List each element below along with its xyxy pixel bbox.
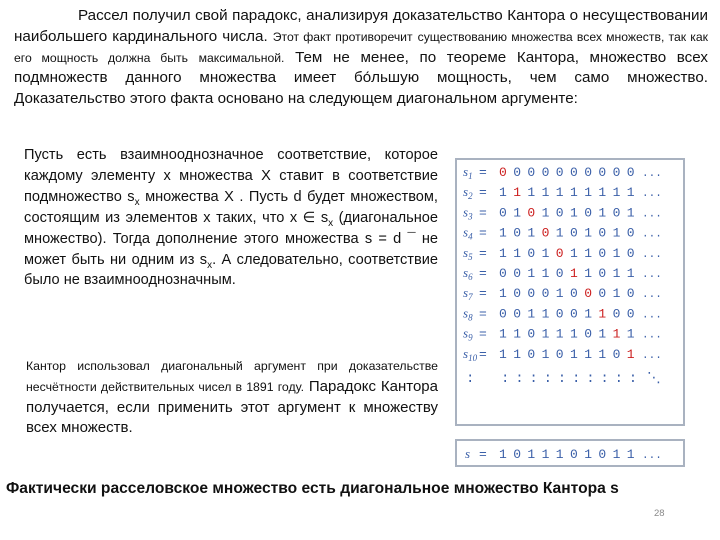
matrix-bit: 1	[541, 346, 550, 362]
row-equals: =	[479, 185, 487, 201]
column-dots: :	[515, 371, 524, 387]
row-label: $s_3$	[463, 204, 473, 222]
matrix-bit: 1	[612, 225, 621, 241]
matrix-bit: 1	[584, 245, 593, 261]
matrix-bit: 1	[570, 326, 578, 342]
matrix-bit: 1	[570, 346, 578, 362]
matrix-bit: 1	[527, 225, 536, 241]
matrix-bit: 0	[555, 205, 564, 221]
matrix-bit: 1	[570, 185, 578, 201]
diagonal-bit: 1	[612, 326, 621, 342]
row-label-index: 3	[468, 211, 473, 222]
row-label: $s_8$	[463, 305, 473, 323]
row-ellipsis: ...	[642, 329, 662, 342]
matrix-bit: 0	[598, 165, 607, 180]
matrix-bit: 0	[555, 266, 564, 281]
row-label: $s_9$	[463, 325, 473, 343]
matrix-bit: 0	[598, 266, 607, 281]
matrix-bit: 1	[541, 266, 550, 281]
matrix-bit: 0	[499, 266, 507, 281]
diagonal-set-bit: 1	[499, 447, 507, 462]
matrix-bit: 1	[598, 326, 607, 342]
diagonal-matrix	[457, 160, 683, 424]
diagonal-label: s	[465, 446, 471, 461]
matrix-bit: 1	[513, 326, 522, 342]
diagonal-ellipsis: ...	[642, 450, 662, 462]
proof-part-1: Пусть есть взаимнооднозначное соответствие, которое каждому элементу x множества X ставит в соответствие подмножество s	[24, 147, 438, 205]
matrix-bit: 1	[513, 346, 522, 362]
diagonal-set-bit: 1	[555, 447, 564, 462]
matrix-bit: 0	[626, 286, 635, 302]
column-dots: :	[586, 371, 595, 387]
intro-line-4a: максимальной.	[198, 50, 285, 65]
row-equals: =	[479, 326, 487, 342]
matrix-bit: 1	[598, 205, 607, 221]
row-label: $s_1$	[463, 164, 473, 181]
matrix-bit: 0	[612, 306, 621, 322]
matrix-bit: 0	[555, 306, 564, 322]
diagonal-dots: ⋱	[647, 370, 661, 386]
matrix-bit: 0	[612, 165, 621, 180]
matrix-bit: 0	[499, 205, 507, 221]
cantor-paragraph	[26, 356, 438, 439]
column-dots: :	[600, 371, 609, 387]
proof-subscript-2: x	[328, 217, 334, 229]
matrix-bit: 1	[541, 185, 550, 201]
matrix-bit: 0	[584, 326, 593, 342]
row-ellipsis: ...	[642, 168, 662, 180]
matrix-bit: 1	[612, 185, 621, 201]
row-ellipsis: ...	[642, 289, 662, 302]
conclusion-text: Фактически расселовское множество есть диагональное множество Кантора s	[6, 480, 619, 497]
matrix-bit: 0	[598, 225, 607, 241]
matrix-bit: 1	[541, 306, 550, 322]
row-equals: =	[479, 205, 487, 221]
diagonal-set-bit: 0	[598, 447, 607, 462]
column-dots: :	[529, 371, 538, 387]
row-ellipsis: ...	[642, 208, 662, 221]
column-dots: :	[557, 371, 567, 387]
matrix-bit: 0	[555, 165, 564, 180]
matrix-bit: 1	[612, 266, 621, 281]
intro-line-4b: Тем не менее, по теореме Кантора, множество всех подмножеств	[14, 48, 708, 87]
proof-part-3: (диагональное множество). Тогда дополнение этого множества s = d ¯ не может быть ни одним из s	[24, 209, 439, 268]
column-dots: :	[572, 371, 581, 387]
matrix-bit: 1	[570, 245, 578, 261]
row-label-index: 7	[468, 292, 473, 303]
matrix-bit: 0	[513, 165, 522, 180]
proof-paragraph	[24, 145, 438, 291]
matrix-bit: 0	[626, 245, 635, 261]
intro-paragraph	[14, 6, 708, 110]
diagonal-set-bit: 0	[513, 447, 522, 462]
matrix-bit: 0	[541, 165, 550, 180]
matrix-bit: 1	[584, 225, 593, 241]
matrix-bit: 0	[626, 165, 635, 180]
matrix-bit: 0	[527, 346, 536, 362]
matrix-bit: 1	[555, 326, 564, 342]
matrix-bit: 0	[513, 225, 522, 241]
row-ellipsis: ...	[642, 228, 662, 241]
diagonal-set-bit: 1	[584, 447, 593, 462]
matrix-bit: 0	[499, 306, 507, 322]
row-equals: =	[479, 346, 487, 362]
row-equals: =	[479, 306, 487, 322]
intro-line-2b: Этот факт противоречит	[272, 29, 413, 44]
matrix-bit: 1	[527, 266, 536, 281]
matrix-bit: 0	[584, 165, 593, 180]
matrix-bit: 0	[626, 225, 635, 241]
row-equals: =	[479, 165, 487, 180]
cantor-part-1: Кантор использовал диагональный аргумент при доказательстве несчётности действительных чисел в 1891 году.	[26, 359, 438, 394]
row-label: $s_{10}$	[463, 345, 478, 363]
matrix-bit: 0	[626, 306, 635, 322]
matrix-bit: 1	[598, 346, 607, 362]
matrix-bit: 1	[626, 266, 635, 281]
matrix-bit: 0	[598, 245, 607, 261]
matrix-bit: 1	[499, 225, 507, 241]
matrix-bit: 0	[527, 286, 536, 302]
matrix-bit: 1	[527, 306, 536, 322]
diagonal-bit: 0	[527, 205, 536, 221]
diagonal-set-bit: 1	[612, 447, 621, 462]
matrix-bit: 0	[527, 326, 536, 342]
row-label: $s_7$	[463, 285, 473, 303]
matrix-bit: 1	[527, 185, 536, 201]
diagonal-bit: 1	[626, 346, 635, 362]
row-equals: =	[479, 266, 487, 281]
row-label: $s_4$	[463, 224, 473, 242]
intro-line-2a: несуществовании наибольшего кардинального числа.	[14, 7, 708, 45]
proof-subscript-3: x	[207, 259, 213, 271]
matrix-bit: 1	[513, 245, 522, 261]
matrix-bit: 1	[598, 185, 607, 201]
matrix-bit: 1	[555, 225, 564, 241]
row-label: $s_5$	[463, 244, 473, 262]
matrix-bit: 1	[541, 245, 550, 261]
column-dots: :	[628, 371, 638, 387]
row-ellipsis: ...	[642, 269, 662, 281]
row-ellipsis: ...	[642, 309, 662, 322]
matrix-bit: 1	[499, 326, 507, 342]
matrix-bit: 1	[555, 185, 564, 201]
matrix-bit: 1	[626, 205, 635, 221]
intro-line-6: Доказательство этого факта основано на следующем диагональном аргументе:	[14, 90, 578, 108]
diagonal-bit: 0	[555, 245, 564, 261]
diagonal-bit: 0	[499, 165, 507, 180]
matrix-bit: 1	[541, 326, 550, 342]
cantor-part-2: Парадокс Кантора получается, если применить этот аргумент к множеству всех множеств.	[26, 377, 438, 437]
row-label-index: 5	[468, 251, 473, 262]
row-ellipsis: ...	[642, 349, 662, 362]
matrix-bit: 0	[541, 286, 550, 302]
matrix-bit: 0	[570, 225, 578, 241]
diagonal-set-row	[457, 441, 683, 465]
row-label-index: 10	[468, 352, 478, 363]
diagonal-equals: =	[479, 447, 487, 462]
matrix-bit: 1	[584, 266, 593, 281]
column-dots: :	[543, 371, 553, 387]
matrix-bit: 1	[570, 205, 578, 221]
column-dots: :	[614, 371, 624, 387]
row-equals: =	[479, 245, 487, 261]
intro-line-3: существованию множества всех множеств, так как его мощность должна быть	[14, 29, 708, 65]
row-ellipsis: ...	[642, 248, 662, 261]
matrix-bit: 0	[598, 286, 607, 302]
matrix-bit: 1	[555, 286, 564, 302]
row-equals: =	[479, 286, 487, 302]
matrix-bit: 0	[570, 306, 578, 322]
row-label: $s_6$	[463, 265, 473, 282]
matrix-bit: 0	[570, 165, 578, 180]
matrix-bit: 0	[513, 266, 522, 281]
matrix-bit: 1	[626, 326, 635, 342]
diagonal-bit: 0	[541, 225, 550, 241]
intro-line-1: Рассел получил свой парадокс, анализируя доказательство Кантора о	[78, 7, 579, 24]
proof-part-4: . А следовательно, соответствие было не взаимнооднозначным.	[24, 251, 438, 289]
matrix-bit: 0	[527, 165, 536, 180]
matrix-bit: 1	[499, 245, 507, 261]
matrix-bit: 1	[499, 286, 507, 302]
row-label-index: 2	[468, 191, 473, 202]
matrix-bit: 0	[513, 306, 522, 322]
matrix-bit: 1	[612, 245, 621, 261]
matrix-bit: 1	[499, 346, 507, 362]
diagonal-bit: 1	[598, 306, 607, 322]
slide-number: 28	[654, 508, 665, 519]
matrix-bit: 0	[584, 205, 593, 221]
row-ellipsis: ...	[642, 188, 662, 201]
matrix-bit: 0	[555, 346, 564, 362]
row-label-index: 6	[468, 272, 473, 282]
row-equals: =	[479, 225, 487, 241]
diagonal-bit: 1	[570, 266, 578, 281]
matrix-bit: 1	[584, 185, 593, 201]
diagonal-matrix-panel	[455, 158, 685, 426]
matrix-bit: 0	[612, 346, 621, 362]
row-label-index: 1	[468, 171, 473, 181]
diagonal-bit: 1	[513, 185, 522, 201]
matrix-bit: 1	[541, 205, 550, 221]
matrix-bit: 1	[499, 185, 507, 201]
diagonal-set-bit: 1	[541, 447, 550, 462]
column-dots: :	[501, 371, 510, 387]
matrix-bit: 1	[584, 306, 593, 322]
diagonal-set-bit: 1	[626, 447, 635, 462]
proof-subscript-1: x	[134, 196, 140, 208]
matrix-bit: 0	[570, 286, 578, 302]
matrix-bit: 1	[612, 286, 621, 302]
row-label-index: 4	[468, 231, 473, 242]
matrix-bit: 0	[513, 286, 522, 302]
matrix-bit: 1	[584, 346, 593, 362]
diagonal-set-bit: 0	[570, 447, 578, 462]
row-label: $s_2$	[463, 184, 473, 202]
row-label-index: 9	[468, 332, 473, 343]
row-label-index: 8	[468, 312, 473, 323]
diagonal-set-panel	[455, 439, 685, 467]
matrix-bit: 1	[626, 185, 635, 201]
proof-part-2: множества X . Пусть d будет множеством, состоящим из элементов x таких, что x ∈ s	[24, 188, 438, 226]
diagonal-set-bit: 1	[527, 447, 536, 462]
matrix-bit: 1	[513, 205, 522, 221]
matrix-bit: 0	[612, 205, 621, 221]
diagonal-bit: 0	[584, 286, 593, 302]
intro-line-5: данного множества имеет бо́льшую мощность, чем само множество.	[125, 69, 708, 87]
matrix-bit: 0	[527, 245, 536, 261]
vertical-dots: :	[466, 371, 475, 387]
